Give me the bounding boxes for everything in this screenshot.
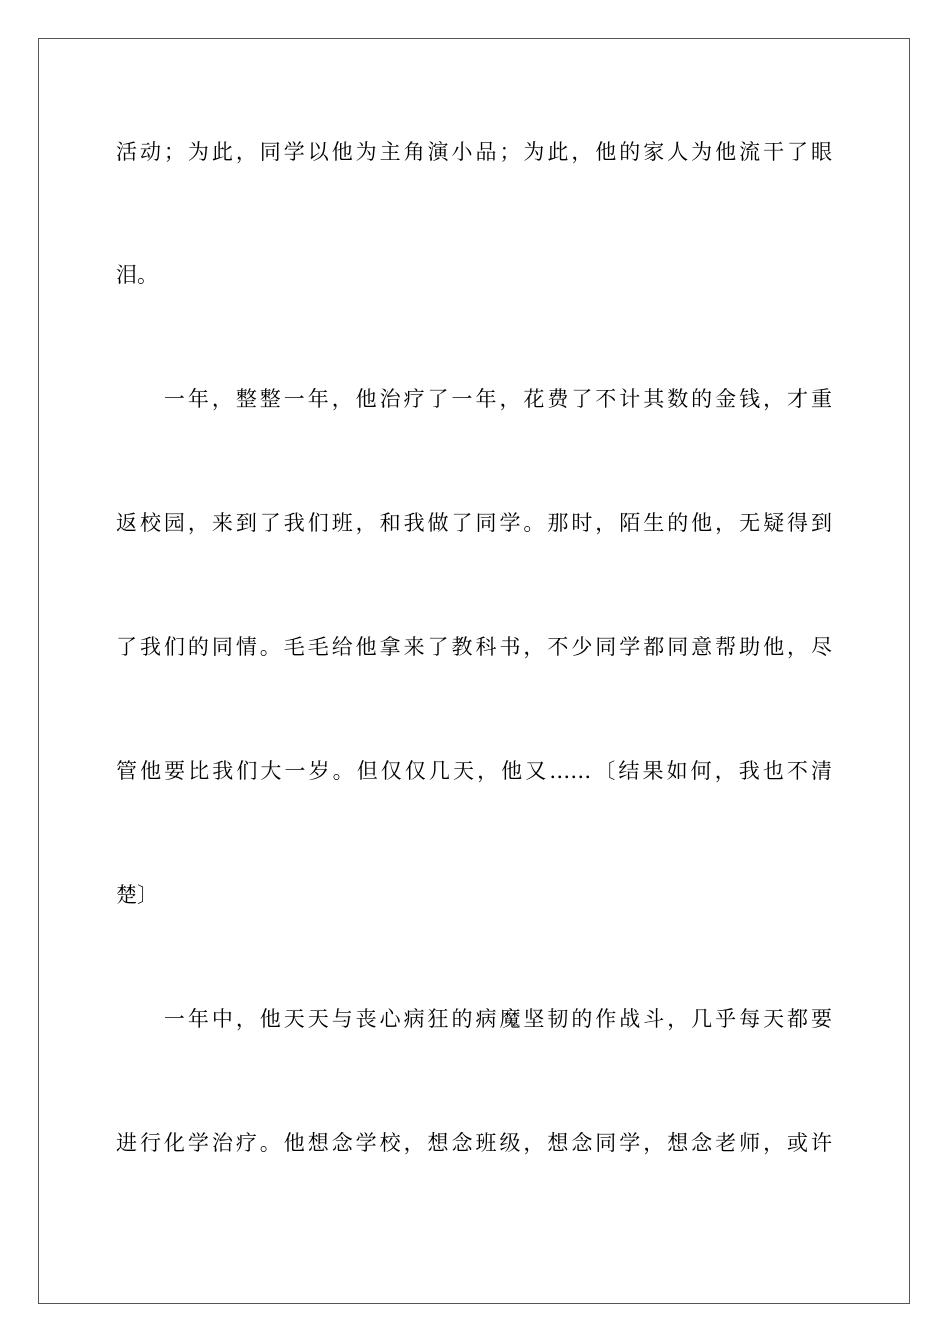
text-line-8: 一年中，他天天与丧心病狂的病魔坚韧的作战斗，几乎每天都要 xyxy=(116,1007,832,1031)
text-line-2: 泪。 xyxy=(116,263,158,287)
text-line-4: 返校园，来到了我们班，和我做了同学。那时，陌生的他，无疑得到 xyxy=(116,511,832,535)
text-line-5: 了我们的同情。毛毛给他拿来了教科书，不少同学都同意帮助他，尽 xyxy=(116,635,832,659)
text-line-7: 楚〕 xyxy=(116,883,158,907)
text-line-9: 进行化学治疗。他想念学校，想念班级，想念同学，想念老师，或许 xyxy=(116,1131,832,1155)
text-line-6: 管他要比我们大一岁。但仅仅几天，他又……〔结果如何，我也不清 xyxy=(116,759,832,783)
text-line-1: 活动；为此，同学以他为主角演小品；为此，他的家人为他流干了眼 xyxy=(116,140,832,164)
text-line-3: 一年，整整一年，他治疗了一年，花费了不计其数的金钱，才重 xyxy=(116,387,832,411)
page-border xyxy=(38,38,910,1304)
